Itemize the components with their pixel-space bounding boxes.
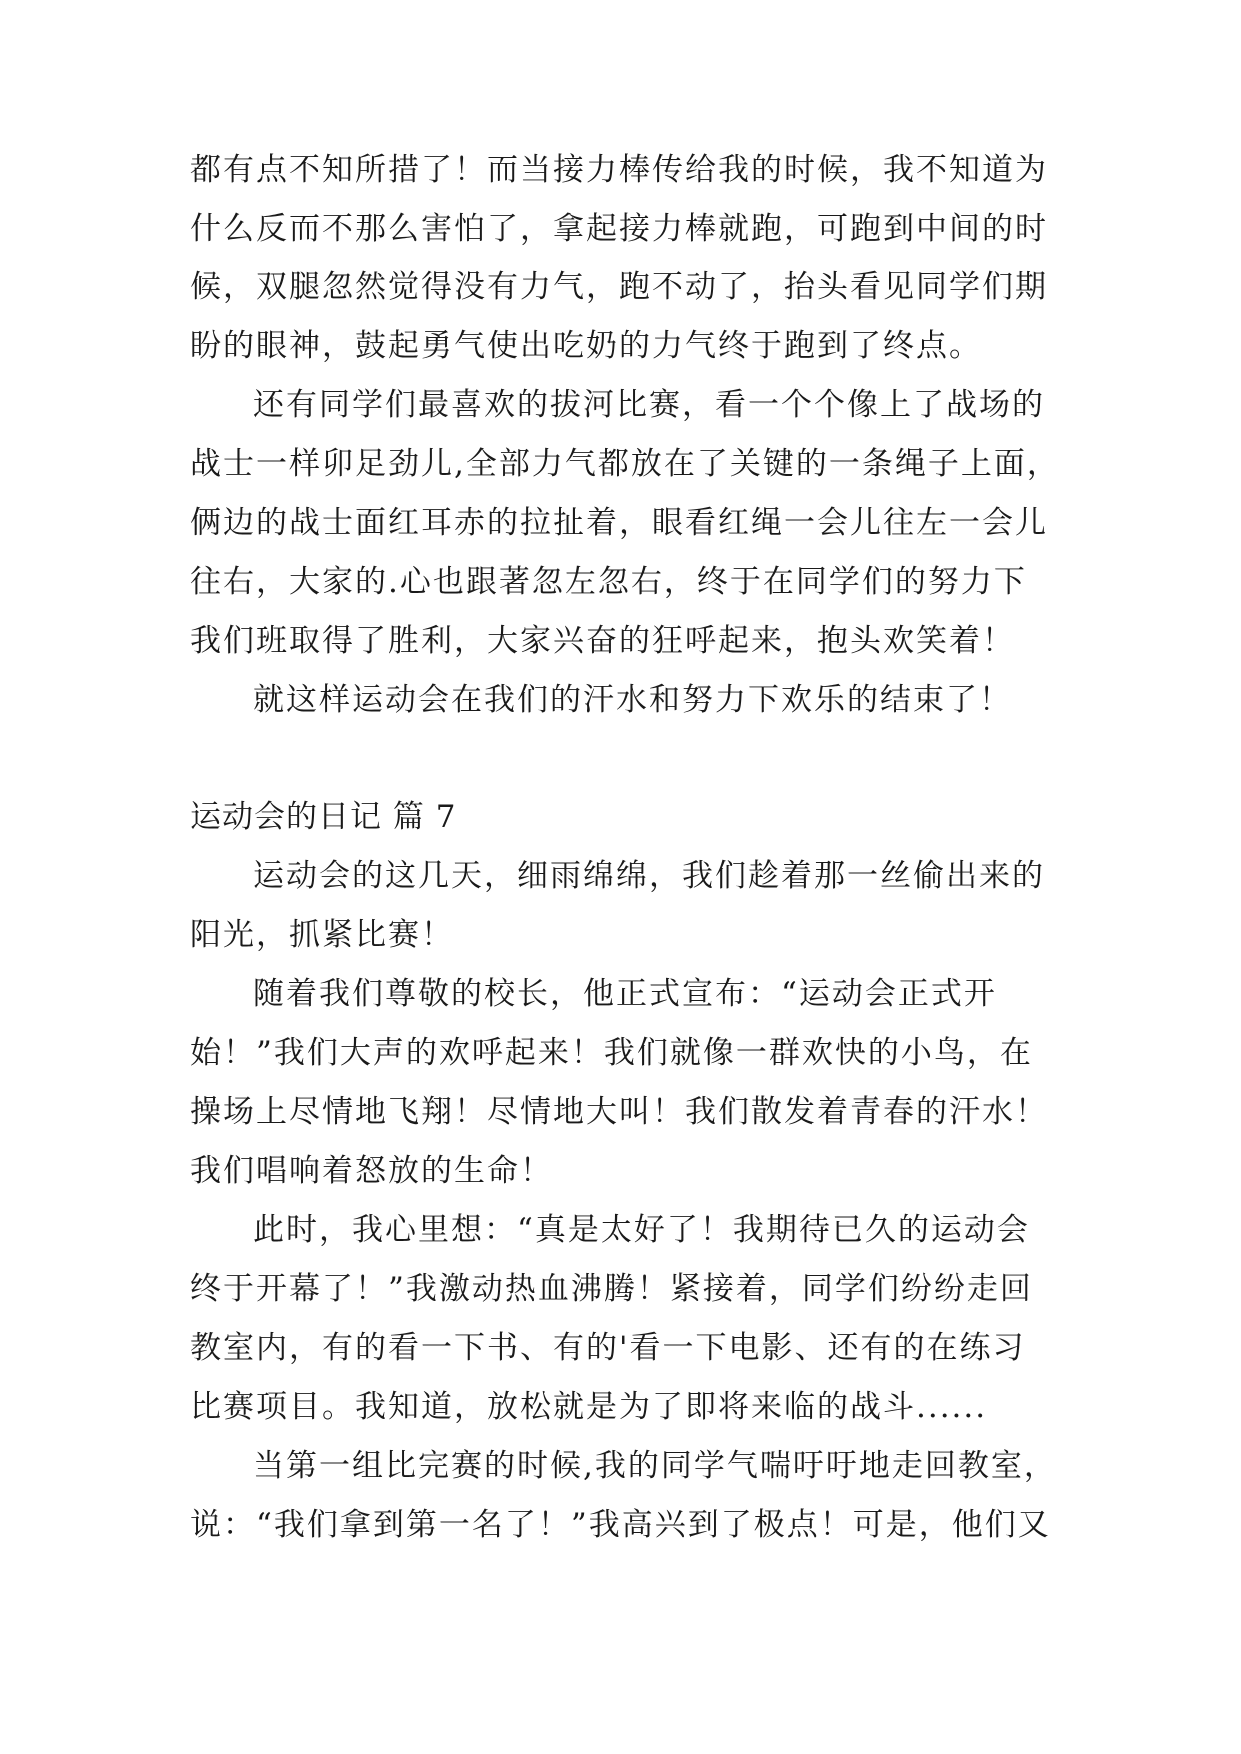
- text-line: 操场上尽情地飞翔！尽情地大叫！我们散发着青春的汗水！: [190, 1094, 1048, 1130]
- text-line: 我们班取得了胜利，大家兴奋的狂呼起来，抱头欢笑着！: [190, 623, 1015, 659]
- text-line: 终于开幕了！”我激动热血沸腾！紧接着，同学们纷纷走回: [190, 1271, 1033, 1307]
- text-line: 教室内，有的看一下书、有的'看一下电影、还有的在练习: [190, 1330, 1026, 1366]
- text-line: 我们唱响着怒放的生命！: [190, 1153, 553, 1189]
- text-line: 阳光，抓紧比赛！: [190, 917, 454, 953]
- text-line: 随着我们尊敬的校长，他正式宣布：“运动会正式开: [253, 976, 997, 1012]
- text-line: 还有同学们最喜欢的拔河比赛，看一个个像上了战场的: [253, 387, 1045, 423]
- text-line: 俩边的战士面红耳赤的拉扯着，眼看红绳一会儿往左一会儿: [190, 505, 1048, 541]
- section-title: 运动会的日记 篇 7: [190, 799, 457, 835]
- text-line: 都有点不知所措了！而当接力棒传给我的时候，我不知道为: [190, 152, 1048, 188]
- text-line: 战士一样卯足劲儿,全部力气都放在了关键的一条绳子上面，: [190, 446, 1060, 482]
- text-line: 盼的眼神，鼓起勇气使出吃奶的力气终于跑到了终点。: [190, 328, 982, 364]
- text-line: 当第一组比完赛的时候,我的同学气喘吁吁地走回教室，: [253, 1448, 1057, 1484]
- text-line: 说：“我们拿到第一名了！”我高兴到了极点！可是，他们又: [190, 1507, 1051, 1543]
- text-line: 始！”我们大声的欢呼起来！我们就像一群欢快的小鸟，在: [190, 1035, 1033, 1071]
- text-line: 候，双腿忽然觉得没有力气，跑不动了，抬头看见同学们期: [190, 269, 1048, 305]
- text-line: 比赛项目。我知道，放松就是为了即将来临的战斗......: [190, 1389, 988, 1425]
- text-line: 什么反而不那么害怕了，拿起接力棒就跑，可跑到中间的时: [190, 211, 1048, 247]
- text-line: 运动会的这几天，细雨绵绵，我们趁着那一丝偷出来的: [253, 858, 1045, 894]
- text-line: 就这样运动会在我们的汗水和努力下欢乐的结束了！: [253, 682, 1012, 718]
- text-line: 此时，我心里想：“真是太好了！我期待已久的运动会: [253, 1212, 1030, 1248]
- text-line: 往右，大家的.心也跟著忽左忽右，终于在同学们的努力下: [190, 564, 1027, 600]
